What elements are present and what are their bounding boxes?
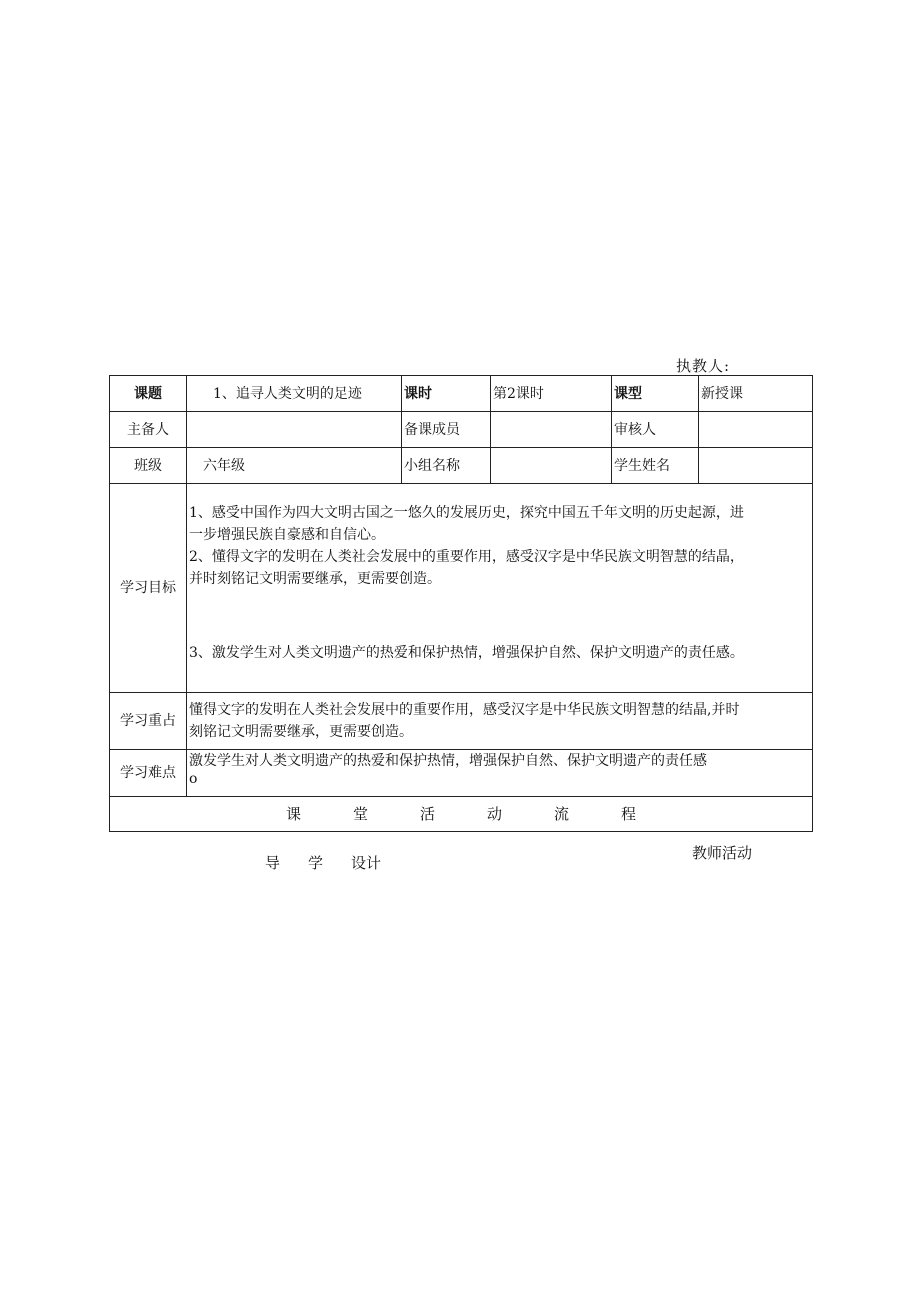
goals-label: 学习目标 xyxy=(110,484,187,693)
period-value: 第2课时 xyxy=(491,376,612,412)
difficulty-content xyxy=(187,750,813,797)
goal-line: 3、激发学生对人类文明遗产的热爱和保护热情，增强保护自然、保护文明遗产的责任感。 xyxy=(189,645,744,661)
class-label: 班级 xyxy=(110,448,187,484)
guide-design-word: 设计 xyxy=(351,854,382,872)
flow-char: 堂 xyxy=(352,805,368,823)
table-row xyxy=(110,797,813,832)
preparer-value xyxy=(187,412,402,448)
focus-line: 刻铭记文明需要继承，更需要创造。 xyxy=(189,724,413,740)
flow-char: 程 xyxy=(621,805,637,823)
table-row xyxy=(110,376,813,412)
teacher-label: 执教人: xyxy=(676,357,731,375)
period-label: 课时 xyxy=(402,376,491,412)
teacher-activity-heading: 教师活动 xyxy=(692,844,753,862)
difficulty-line: 激发学生对人类文明遗产的热爱和保护热情，增强保护自然、保护文明遗产的责任感 xyxy=(189,753,707,769)
difficulty-line: o xyxy=(189,771,198,787)
flow-char: 流 xyxy=(554,805,570,823)
type-label: 课型 xyxy=(612,376,699,412)
focus-label: 学习重占 xyxy=(110,693,187,750)
guide-design-word: 学 xyxy=(308,854,324,872)
student-value xyxy=(699,448,813,484)
difficulty-label: 学习难点 xyxy=(110,750,187,797)
lesson-plan-table xyxy=(109,375,813,832)
members-label: 备课成员 xyxy=(402,412,491,448)
topic-label: 课题 xyxy=(110,376,187,412)
topic-value: 1、追寻人类文明的足迹 xyxy=(187,376,402,412)
table-row xyxy=(110,693,813,750)
reviewer-label: 审核人 xyxy=(612,412,699,448)
classroom-flow-title xyxy=(110,797,813,832)
preparer-label: 主备人 xyxy=(110,412,187,448)
goal-line: 并时刻铭记文明需要继承，更需要创造。 xyxy=(189,571,441,587)
table-row xyxy=(110,750,813,797)
table-row xyxy=(110,412,813,448)
goal-line: 2、懂得文字的发明在人类社会发展中的重要作用，感受汉字是中华民族文明智慧的结晶， xyxy=(189,549,744,565)
class-value: 六年级 xyxy=(187,448,402,484)
reviewer-value xyxy=(699,412,813,448)
focus-line: 懂得文字的发明在人类社会发展中的重要作用，感受汉字是中华民族文明智慧的结晶,并时 xyxy=(189,702,740,718)
flow-char: 课 xyxy=(285,805,301,823)
table-row xyxy=(110,484,813,693)
goal-line: 一步增强民族自豪感和自信心。 xyxy=(189,527,385,543)
group-value xyxy=(491,448,612,484)
table-row xyxy=(110,448,813,484)
goal-line: 1、感受中国作为四大文明古国之一悠久的发展历史，探究中国五千年文明的历史起源，进 xyxy=(189,505,744,521)
goals-content xyxy=(187,484,813,693)
type-value: 新授课 xyxy=(699,376,813,412)
flow-char: 活 xyxy=(419,805,435,823)
members-value xyxy=(491,412,612,448)
flow-char: 动 xyxy=(487,805,503,823)
focus-content xyxy=(187,693,813,750)
spacer xyxy=(189,590,810,642)
guide-design-heading xyxy=(265,852,409,873)
guide-design-word: 导 xyxy=(265,854,281,872)
student-label: 学生姓名 xyxy=(612,448,699,484)
group-label: 小组名称 xyxy=(402,448,491,484)
